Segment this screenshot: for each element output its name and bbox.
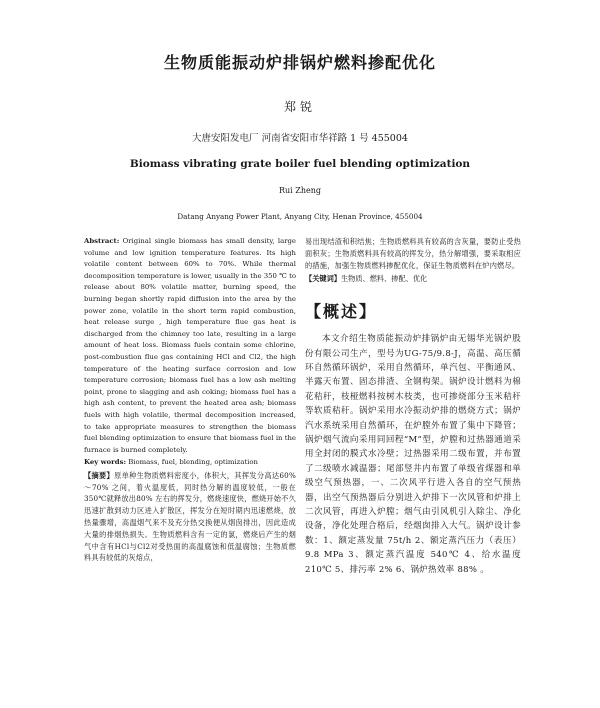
abstract-cn-text-left: 原单种生物质燃料密度小，体积大，其挥发分高达60% ～70% 之间，着火温度低，同时热分解的温度较低，一般在350℃就释放出80% 左右的挥发分，燃烧速度快，燃烧开始不久迅速扩散到动力区进入扩散区，挥发分在短时期内迅速燃烧，放热量骤增，高温烟气来不及充分热交换便从烟囱排出，因此造成大量的排烟热损失。生物质燃料含有一定的氯，燃烧后产生的烟气中含有HCl与Cl2对受热面的高温腐蚀和低温腐蚀；生物质燃料具有较低的灰熔点， bbox=[84, 470, 296, 563]
abstract-en bbox=[84, 236, 296, 456]
abstract-en-text: Original single biomass has small density, large volume and low ignition temperature features. Its high volatile content between 60% to 70%. While thermal decomposition temperature is lower, usually in the 350 ℃ to release about 80% volatile matter, burning speed, the burning began shortly rapid diffusion into the area by the power zone, volatile in the short term rapid combustion, heat release surge , high temperature flue gas heat is discharged from the chimney too late, resulting in a large amount of heat loss. Biomass fuels contain some chlorine, post-combustion flue gas containing HCl and Cl2, the high temperature of the heating surface corrosion and low temperature corrosion; biomass fuel has a low ash melting point, prone to slagging and ash coking; biomass fuel has a high ash content, to prevent the heated area ash; biomass fuels with high volatile, thermal decomposition increased, to take appropriate measures to strengthen the biomass fuel blending optimization to ensure that biomass fuel in the furnace is burned completely. bbox=[84, 237, 296, 454]
keywords-cn bbox=[305, 273, 521, 285]
affiliation-cn: 大唐安阳发电厂 河南省安阳市华祥路 1 号 455004 bbox=[192, 133, 408, 144]
abstract-en-label: Abstract: bbox=[84, 237, 120, 245]
keywords-en-label: Key words: bbox=[84, 458, 127, 467]
paper-title-en: Biomass vibrating grate boiler fuel blending optimization bbox=[129, 158, 471, 170]
affiliation-en: Datang Anyang Power Plant, Anyang City, Henan Province, 455004 bbox=[177, 212, 423, 221]
author-name-cn: 郑锐 bbox=[283, 100, 316, 114]
section-heading-overview: 【概述】 bbox=[305, 302, 378, 322]
abstract-cn-part2: 易出现结渣和积结焦；生物质燃料具有较高的含灰量，要防止受热面积灰；生物质燃料具有较高的挥发分，热分解增强，要采取相应的措施，加强生物质燃料掺配优化，保证生物质燃料在炉内燃尽。 bbox=[305, 237, 521, 270]
left-column bbox=[84, 236, 296, 564]
right-column bbox=[305, 236, 521, 577]
keywords-cn-label: 【关键词】 bbox=[305, 274, 341, 284]
overview-body: 本文介绍生物质能振动炉排锅炉由无锡华光锅炉股份有限公司生产，型号为UG-75/9.8-J，高温、高压循环自然循环锅炉，采用自然循环，单汽包、平衡通风、半露天布置、固态排渣、全钢构架。锅炉设计燃料为棉花秸秆，枝桠燃料按树木枝类，也可掺烧部分玉米秸秆等软质秸秆。锅炉采用水冷振动炉排的燃烧方式；锅炉汽水系统采用自然循环，在炉膛外布置了集中下降管；锅炉烟气流向采用同回程“M”型，炉膛和过热器通道采用全封闭的膜式水冷壁；过热器采用二级布置，并布置了二级喷水减温器；尾部竖井内布置了单级省煤器和单级空气预热器，一、二次风平行进入各自的空气预热器，出空气预热器后分别进入炉排下一次风管和炉排上二次风管，再进入炉膛；烟气由引风机引入除尘、净化设备，净化处理合格后，经烟囱排入大气。锅炉设计参数：1、额定蒸发量 75t/h 2、额定蒸汽压力（表压）9.8 MPa 3、额定蒸汽温度 540℃ 4、给水温度 210℃ 5、排污率 2% 6、锅炉热效率 88% 。 bbox=[305, 334, 521, 575]
keywords-en-text: Biomass, fuel, blending, optimization bbox=[128, 458, 258, 467]
abstract-cn-label: 【摘要】 bbox=[84, 470, 115, 480]
abstract-cn-part1 bbox=[84, 470, 296, 564]
author-name-en: Rui Zheng bbox=[279, 186, 321, 195]
keywords-cn-text: 生物质、燃料、掺配、优化 bbox=[340, 274, 428, 284]
paper-title-cn: 生物质能振动炉排锅炉燃料掺配优化 bbox=[163, 53, 436, 72]
keywords-en bbox=[84, 457, 296, 469]
